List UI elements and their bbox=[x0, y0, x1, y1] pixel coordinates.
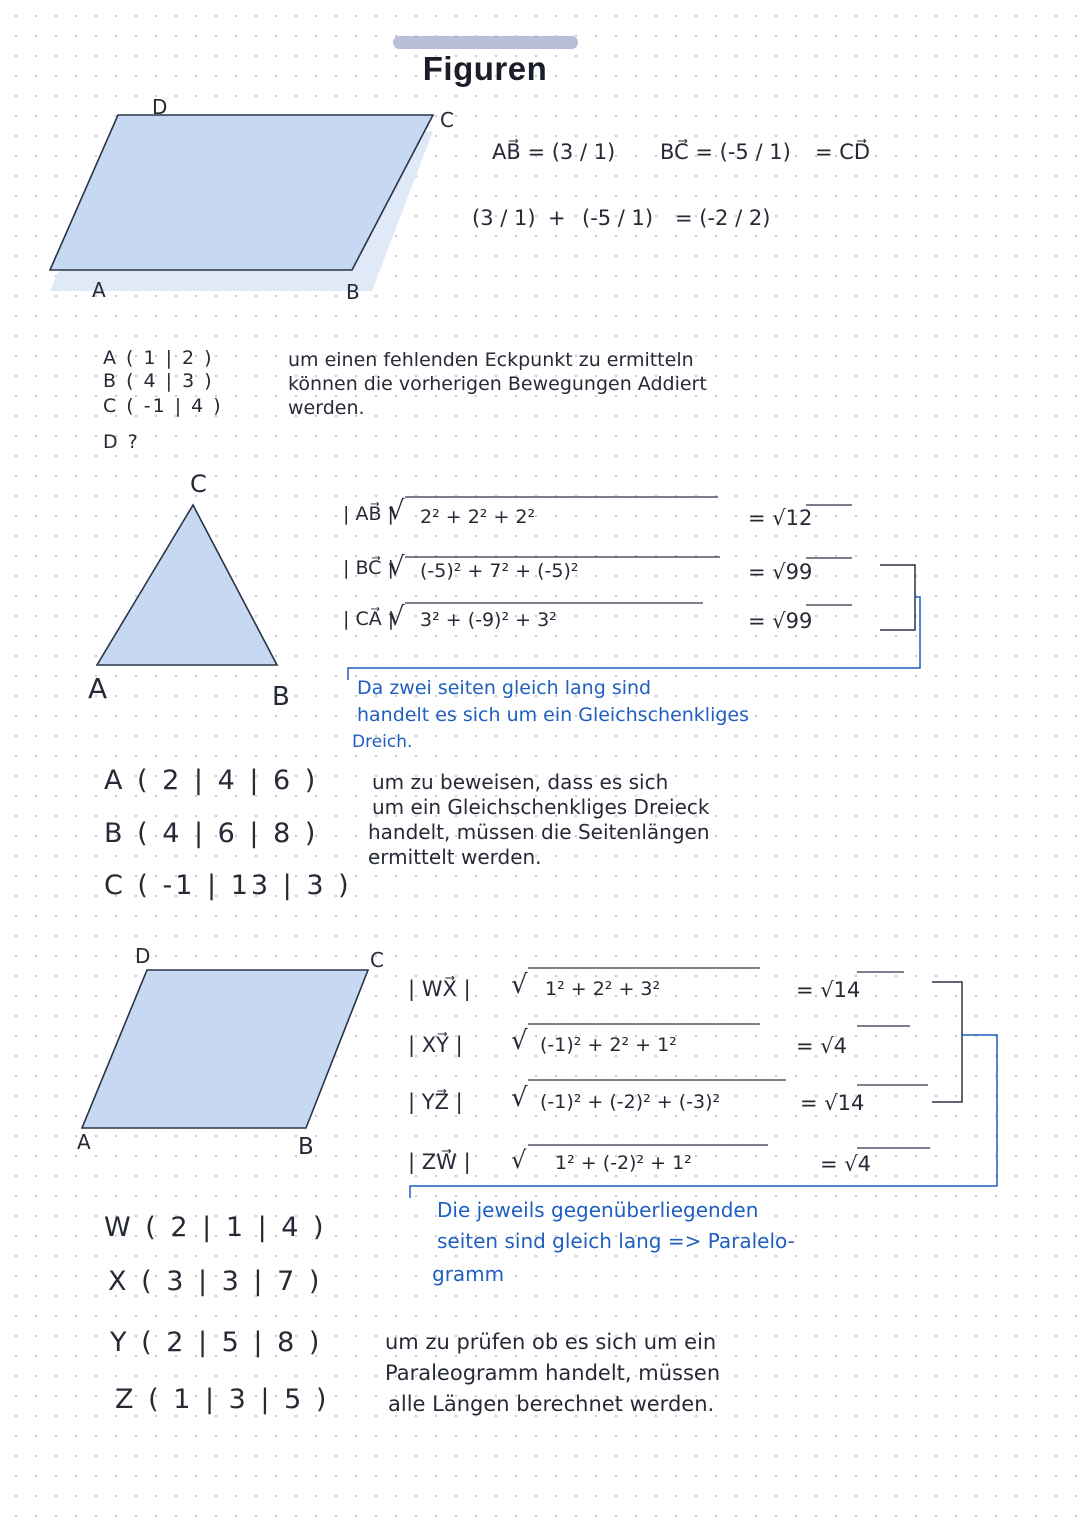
result-bc: = √99 bbox=[748, 560, 813, 584]
radicand-yz: (-1)² + (-2)² + (-3)² bbox=[540, 1091, 721, 1113]
point-z: Z ( 1 | 3 | 5 ) bbox=[115, 1384, 330, 1415]
vertex-label-c: C bbox=[370, 948, 384, 972]
point-c: C ( -1 | 13 | 3 ) bbox=[104, 870, 352, 901]
result-ca: = √99 bbox=[748, 609, 813, 633]
radicand-wx: 1² + 2² + 3² bbox=[545, 978, 661, 1000]
vector-sum-result: = (-2 / 2) bbox=[675, 206, 771, 230]
point-b: B ( 4 | 6 | 8 ) bbox=[104, 818, 319, 849]
vertex-label-c: C bbox=[440, 108, 454, 132]
vertex-label-c: C bbox=[190, 470, 207, 498]
conclusion-line: Die jeweils gegenüberliegenden bbox=[437, 1198, 759, 1222]
vertex-label-b: B bbox=[298, 1134, 314, 1160]
conclusion-border-3 bbox=[410, 1035, 997, 1198]
vector-ab: AB⃗ = (3 / 1) bbox=[492, 140, 616, 164]
triangle bbox=[97, 505, 277, 665]
bracket-3 bbox=[932, 982, 962, 1102]
note-line: werden. bbox=[288, 397, 365, 419]
norm-bc: | BC⃗ | bbox=[343, 557, 394, 579]
note-line: um einen fehlenden Eckpunkt zu ermitteln bbox=[288, 349, 694, 371]
norm-ab: | AB⃗ | bbox=[343, 503, 394, 525]
point-d: D ? bbox=[103, 431, 140, 453]
radicand-ab: 2² + 2² + 2² bbox=[420, 506, 536, 528]
point-w: W ( 2 | 1 | 4 ) bbox=[104, 1212, 327, 1243]
vector-sum-right: (-5 / 1) bbox=[582, 206, 654, 230]
radical-sign: √ bbox=[511, 970, 528, 1000]
norm-wx: | WX⃗ | bbox=[408, 977, 471, 1001]
vertex-label-a: A bbox=[92, 278, 106, 302]
conclusion-line: Dreich. bbox=[352, 732, 413, 752]
norm-xy: | XY⃗ | bbox=[408, 1033, 463, 1057]
radical-sign: √ bbox=[511, 1146, 527, 1174]
page-title: Figuren bbox=[422, 50, 548, 87]
note-line: um zu beweisen, dass es sich bbox=[372, 770, 669, 794]
result-xy: = √4 bbox=[796, 1034, 848, 1058]
note-line: um ein Gleichschenkliges Dreieck bbox=[372, 795, 710, 819]
point-y: Y ( 2 | 5 | 8 ) bbox=[110, 1327, 323, 1358]
result-wx: = √14 bbox=[796, 978, 861, 1002]
result-zw: = √4 bbox=[820, 1152, 872, 1176]
vertex-label-a: A bbox=[77, 1130, 91, 1154]
vertex-label-d: D bbox=[135, 944, 151, 968]
radical-sign: √ bbox=[388, 496, 405, 526]
vertex-label-d: D bbox=[152, 95, 168, 119]
bracket-2 bbox=[880, 565, 915, 630]
radicand-zw: 1² + (-2)² + 1² bbox=[555, 1152, 692, 1174]
vector-sum-left: (3 / 1) bbox=[472, 206, 536, 230]
vertex-label-b: B bbox=[272, 682, 290, 712]
conclusion-line: handelt es sich um ein Gleichschenkliges bbox=[357, 704, 750, 726]
norm-zw: | ZW⃗ | bbox=[408, 1150, 471, 1174]
note-line: um zu prüfen ob es sich um ein bbox=[385, 1330, 717, 1354]
radical-sign: √ bbox=[511, 1026, 528, 1056]
point-x: X ( 3 | 3 | 7 ) bbox=[108, 1266, 323, 1297]
point-a: A ( 1 | 2 ) bbox=[103, 347, 214, 369]
radicand-bc: (-5)² + 7² + (-5)² bbox=[420, 560, 579, 582]
note-line: können die vorherigen Bewegungen Addiert bbox=[288, 373, 707, 395]
radical-sign: √ bbox=[388, 552, 405, 582]
radicand-ca: 3² + (-9)² + 3² bbox=[420, 609, 557, 631]
result-ab: = √12 bbox=[748, 506, 813, 530]
vector-sum-plus: + bbox=[548, 206, 566, 230]
conclusion-line: seiten sind gleich lang => Paralelo- bbox=[437, 1229, 795, 1253]
norm-yz: | YZ⃗ | bbox=[408, 1090, 463, 1114]
conclusion-line: Da zwei seiten gleich lang sind bbox=[357, 677, 652, 699]
result-yz: = √14 bbox=[800, 1091, 865, 1115]
vertex-label-a: A bbox=[88, 672, 108, 705]
vector-cd: = CD⃗ bbox=[815, 140, 871, 164]
radical-sign: √ bbox=[388, 602, 405, 632]
norm-ca: | CA⃗ | bbox=[343, 608, 395, 630]
point-b: B ( 4 | 3 ) bbox=[103, 370, 214, 392]
note-line: alle Längen berechnet werden. bbox=[388, 1392, 715, 1416]
parallelogram-2 bbox=[82, 970, 368, 1128]
vector-bc: BC⃗ = (-5 / 1) bbox=[660, 140, 791, 164]
point-c: C ( -1 | 4 ) bbox=[103, 395, 223, 417]
radical-sign: √ bbox=[511, 1083, 528, 1113]
vertex-label-b: B bbox=[346, 280, 360, 304]
point-a: A ( 2 | 4 | 6 ) bbox=[104, 765, 319, 796]
radicand-xy: (-1)² + 2² + 1² bbox=[540, 1034, 677, 1056]
conclusion-line: gramm bbox=[432, 1262, 505, 1286]
note-line: Paraleogramm handelt, müssen bbox=[385, 1361, 721, 1385]
note-line: ermittelt werden. bbox=[368, 845, 542, 869]
note-line: handelt, müssen die Seitenlängen bbox=[368, 820, 710, 844]
